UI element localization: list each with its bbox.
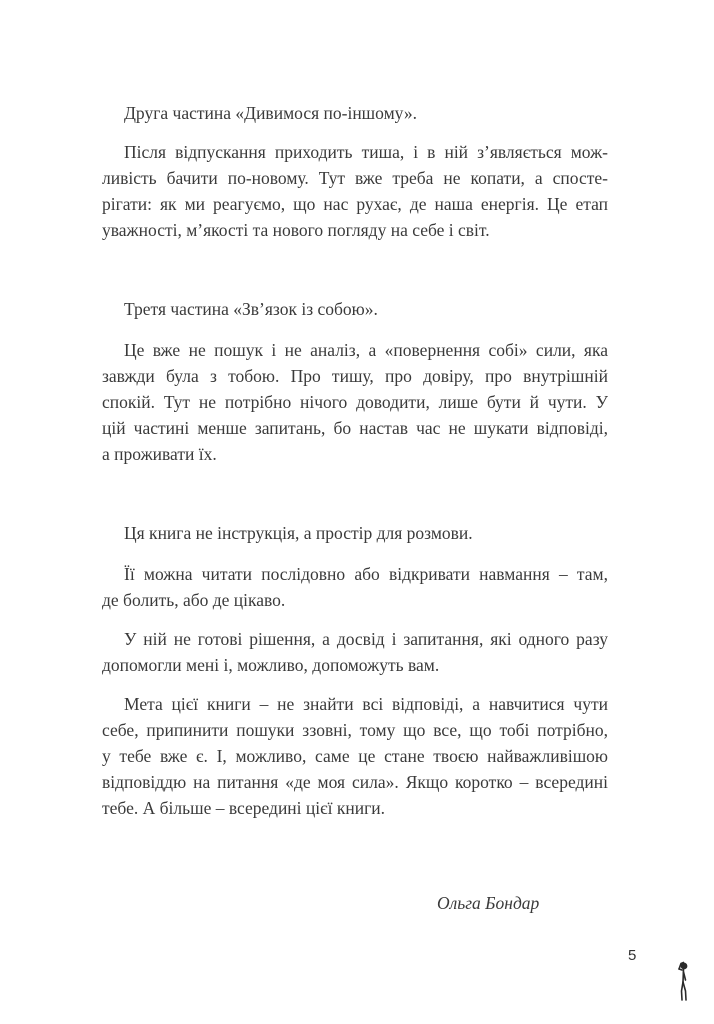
page-number: 5 [628, 947, 637, 964]
text-line: Друга частина «Дивимося по-іншому». [124, 103, 417, 123]
paragraph-part2-title [102, 100, 608, 126]
paragraph-part3-body [102, 337, 608, 467]
text-line: Її можна читати послідовно або відкривати навмання – там, [124, 564, 608, 584]
text-line: ливість бачити по-новому. Тут вже треба не копати, а спосте- [102, 168, 608, 188]
text-line: Мета цієї книги – не знайти всі відповіді, а навчитися чути [124, 694, 608, 714]
text-line: Третя частина «Зв’язок із собою». [124, 299, 378, 319]
text-line: спокій. Тут не потрібно нічого доводити, лише бути й чути. У [102, 392, 608, 412]
text-line: Це вже не пошук і не аналіз, а «повернення собі» сили, яка [124, 340, 608, 360]
paragraph-no-solutions [102, 626, 608, 678]
paragraph-part3-title [102, 296, 608, 322]
text-line: уважності, м’якості та нового погляду на себе і світ. [102, 220, 490, 240]
paragraph-book-intro [102, 520, 608, 546]
text-line: допомогли мені і, можливо, допоможуть вам. [102, 655, 440, 675]
paragraph-reading-way [102, 561, 608, 613]
text-line: Після відпускання приходить тиша, і в ній з’являється мож- [124, 142, 608, 162]
text-line: завжди була з тобою. Про тишу, про довіру, про внутрішній [102, 366, 608, 386]
paragraph-part2-body [102, 139, 608, 243]
author-signature: Ольга Бондар [437, 893, 540, 913]
text-line: себе, припинити пошуки ззовні, тому що все, що тобі потрібно, [102, 720, 608, 740]
text-line: у тебе вже є. І, можливо, саме це стане твоєю найважливішою [102, 746, 608, 766]
text-line: рігати: як ми реагуємо, що нас рухає, де наша енергія. Це етап [102, 194, 608, 214]
text-line: відповіддю на питання «де моя сила». Якщо коротко – всередині [102, 772, 608, 792]
text-line: а проживати їх. [102, 444, 217, 464]
text-line: де болить, або де цікаво. [102, 590, 286, 610]
text-line: тебе. А більше – всередині цієї книги. [102, 798, 386, 818]
text-line: У ній не готові рішення, а досвід і запитання, які одного разу [124, 629, 608, 649]
stick-figure-icon [673, 960, 693, 1002]
paragraph-book-goal [102, 691, 608, 821]
text-line: цій частині менше запитань, бо настав час не шукати відповіді, [102, 418, 608, 438]
text-line: Ця книга не інструкція, а простір для розмови. [124, 523, 473, 543]
